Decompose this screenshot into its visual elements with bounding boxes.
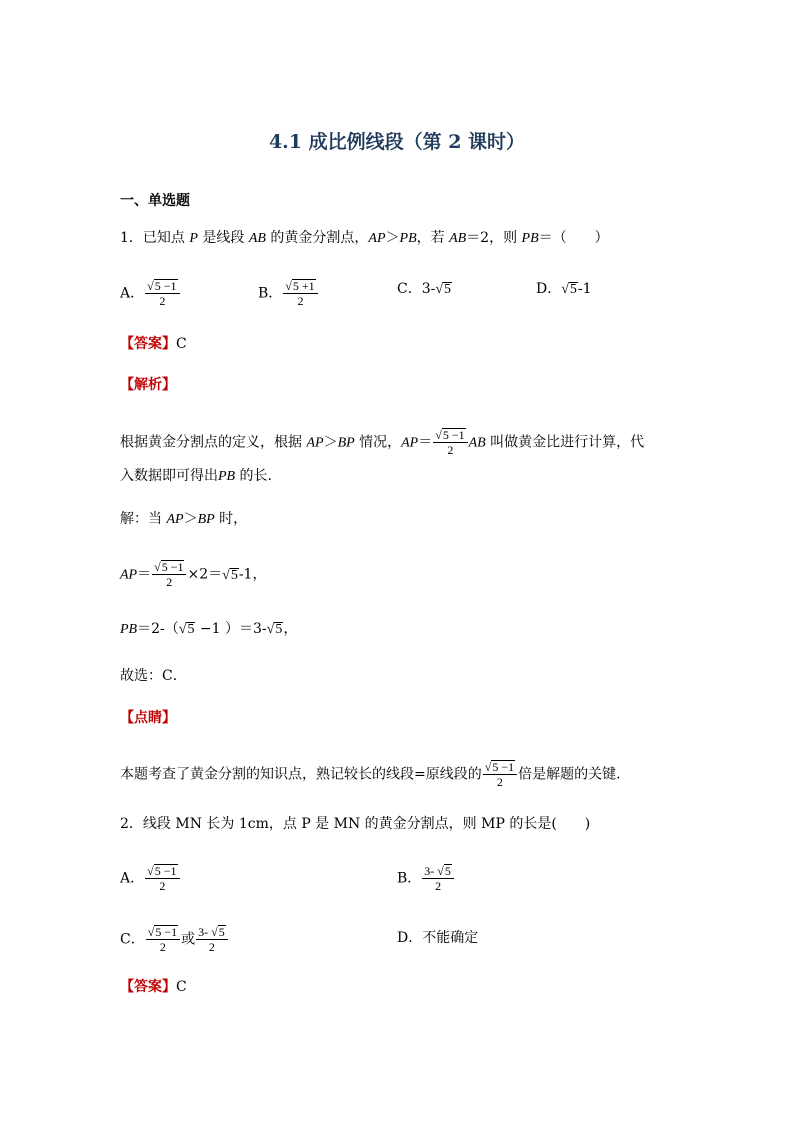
analysis-line-2: 入数据即可得出PB 的长． xyxy=(120,468,282,484)
fraction: $\frac{√5 -1}{2}$ xyxy=(152,560,186,589)
comment-tag: 【点睛】 xyxy=(120,710,176,726)
question-2-stem: 2．线段 MN 长为 1cm，点 P 是 MN 的黄金分割点，则 MP 的长是( ) xyxy=(120,816,591,832)
question-1-stem: 1．已知点 P 是线段 AB 的黄金分割点，AP＞PB，若 AB＝2，则 PB＝（ ） xyxy=(120,230,609,246)
q2-option-d[interactable]: D．不能确定 xyxy=(397,930,479,946)
option-a[interactable]: A． $\frac{√5 -1}{2}$ xyxy=(120,279,181,308)
fraction: $\frac{√5 +1}{2}$ xyxy=(283,279,317,308)
solution-choice: 故选：C． xyxy=(120,668,187,684)
option-c[interactable]: C．3-√5 xyxy=(397,281,452,297)
solution-step-1: AP＝ $\frac{√5 -1}{2}$ ×2＝√5-1， xyxy=(120,560,267,589)
fraction: $\frac{√5 -1}{2}$ xyxy=(433,428,467,457)
answer-2: 【答案】C xyxy=(120,979,187,995)
analysis-line-1: 根据黄金分割点的定义，根据 AP＞BP 情况，AP＝ $\frac{√5 -1}{2}$ AB 叫做黄金比进行计算，代 xyxy=(120,428,645,457)
option-d[interactable]: D．√5-1 xyxy=(536,281,592,297)
q2-option-c[interactable]: C． $\frac{√5 -1}{2}$ 或 $\frac{3- √5}{2}$ xyxy=(120,925,229,954)
comment-text: 本题考查了黄金分割的知识点，熟记较长的线段=原线段的 $\frac{√5 -1}{2}$ 倍是解题的关键． xyxy=(120,760,631,789)
fraction: $\frac{√5 -1}{2}$ xyxy=(483,760,517,789)
fraction: $\frac{√5 -1}{2}$ xyxy=(146,925,180,954)
fraction: $\frac{3- √5}{2}$ xyxy=(422,864,454,893)
fraction: $\frac{√5 -1}{2}$ xyxy=(145,864,179,893)
option-b[interactable]: B． $\frac{√5 +1}{2}$ xyxy=(258,279,319,308)
answer-1: 【答案】C xyxy=(120,336,187,352)
solution-condition: 解：当 AP＞BP 时， xyxy=(120,511,248,527)
fraction: $\frac{√5 -1}{2}$ xyxy=(145,279,179,308)
q2-option-b[interactable]: B． $\frac{3- √5}{2}$ xyxy=(397,864,455,893)
q2-option-a[interactable]: A． $\frac{√5 -1}{2}$ xyxy=(120,864,181,893)
analysis-tag: 【解析】 xyxy=(120,377,176,393)
page-title: 4.1 成比例线段（第 2 课时） xyxy=(268,131,526,153)
fraction: $\frac{3- √5}{2}$ xyxy=(196,925,228,954)
solution-step-2: PB＝2-（√5 −1 ）＝3-√5， xyxy=(120,621,298,637)
section-heading: 一、单选题 xyxy=(120,193,190,209)
